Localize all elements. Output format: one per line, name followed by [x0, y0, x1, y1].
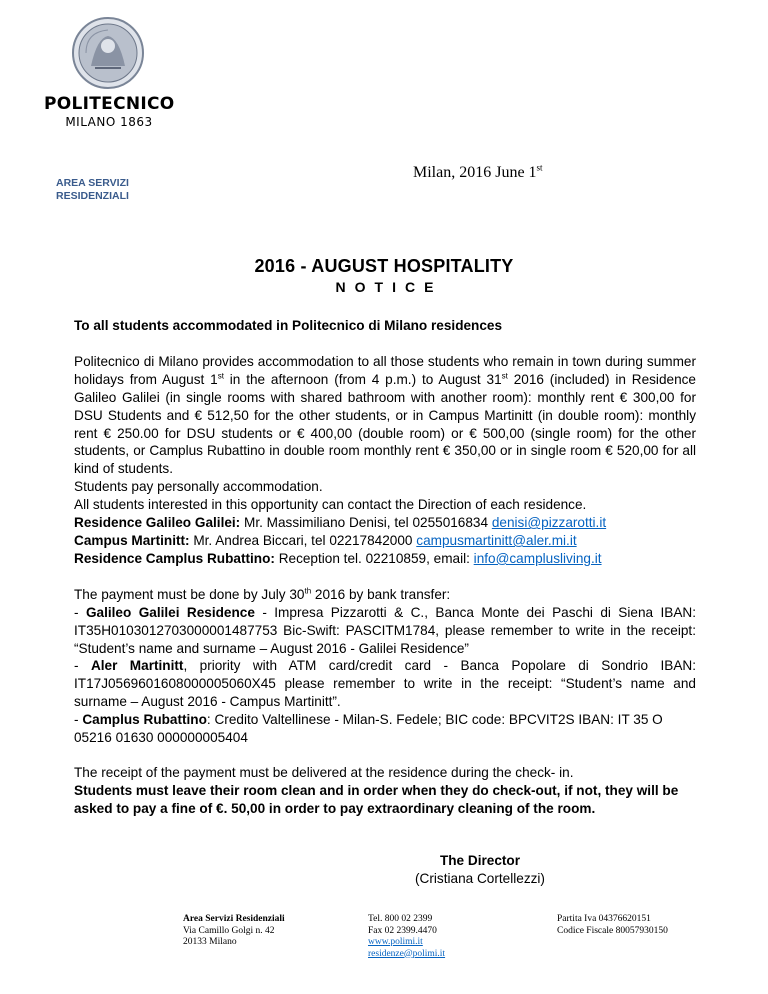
payment-galilei	[74, 604, 696, 658]
contact-martinitt	[74, 532, 696, 550]
receipt-line: The receipt of the payment must be delivered at the residence during the check- in.	[74, 764, 574, 780]
university-seal-icon	[71, 16, 145, 90]
notice-heading: NOTICE	[335, 279, 443, 295]
payment-text: - Impresa Pizzarotti & C., Banca Monte dei Paschi di Siena IBAN: IT35H0103012703000001487753 Bic-Swift: PASCITM1784, please remember to write in the receipt: “Student’s name and surname – August 2016 - Galilei Residence”	[74, 604, 696, 656]
signature-role: The Director	[439, 853, 521, 868]
politecnico-logo	[44, 16, 174, 129]
footer-street: Via Camillo Golgi n. 42	[183, 925, 275, 936]
contact-label: Residence Galileo Galilei:	[74, 515, 241, 531]
pay-personally-line: Students pay personally accommodation.	[74, 479, 323, 495]
list-dash: -	[74, 712, 83, 728]
contact-text: Mr. Andrea Biccari, tel 02217842000	[189, 532, 417, 548]
payment-intro-text: The payment must be done by July 30	[74, 586, 305, 602]
signature-name: (Cristiana Cortellezzi)	[415, 871, 545, 886]
document-title: 2016 - AUGUST HOSPITALITY	[254, 256, 514, 276]
contact-label: Campus Martinitt:	[74, 532, 190, 548]
contact-direction-line: All students interested in this opportunity can contact the Direction of each residence.	[74, 497, 587, 513]
payment-intro-text-2: 2016 by bank transfer:	[311, 586, 451, 602]
list-dash: -	[74, 658, 91, 674]
intro-sup-2: st	[501, 371, 508, 381]
payment-rubattino	[74, 711, 696, 747]
department-line-2: RESIDENZIALI	[56, 190, 129, 202]
date-suffix: st	[536, 162, 543, 173]
brand-subtitle: MILANO 1863	[65, 115, 153, 129]
footer-office: Area Servizi Residenziali	[183, 914, 285, 924]
email-link[interactable]: info@camplusliving.it	[473, 550, 602, 566]
payment-label: Camplus Rubattino	[82, 712, 207, 728]
intro-text-3: 2016 (included) in Residence Galileo Galilei (in single rooms with shared bathroom with another room): monthly rent € 300,00 for DSU Students and € 512,50 for the other students, or in Campus Martinitt (in double room): monthly rent € 250.00 for DSU students or € 400,00 (double room) or € 500,00 (single room) for the other students, or Camplus Rubattino in double room monthly rent € 350,00 or in single room € 520,00 for all kind of students.	[74, 371, 696, 477]
payment-label: Galileo Galilei Residence	[85, 604, 255, 620]
contact-rubattino	[74, 550, 696, 568]
email-link[interactable]: denisi@pizzarotti.it	[491, 515, 607, 531]
footer-contacts	[368, 914, 445, 960]
addressee: To all students accommodated in Politecnico di Milano residences	[74, 318, 503, 333]
payment-intro	[74, 586, 696, 604]
contact-label: Residence Camplus Rubattino:	[74, 550, 275, 566]
document-date	[413, 164, 543, 182]
department-label	[56, 177, 129, 203]
document-body	[74, 317, 696, 818]
contact-text: Mr. Massimiliano Denisi, tel 0255016834	[240, 515, 492, 531]
intro-text-1: Politecnico di Milano provides accommodation to all those students who remain in town during summer holidays from August 1	[74, 353, 696, 387]
department-line-1: AREA SERVIZI	[56, 177, 129, 189]
footer-fiscal-code: Codice Fiscale 80057930150	[557, 925, 668, 936]
signature-block	[380, 852, 580, 888]
footer-tax	[557, 914, 668, 937]
cleaning-warning: Students must leave their room clean and in order when they do check-out, if not, they will be asked to pay a fine of €. 50,00 in order to pay extraordinary cleaning of the room.	[74, 782, 679, 816]
payment-martinitt	[74, 657, 696, 711]
email-link[interactable]: campusmartinitt@aler.mi.it	[416, 532, 577, 548]
website-link[interactable]: www.polimi.it	[368, 937, 423, 947]
contact-text: Reception tel. 02210859, email:	[274, 550, 474, 566]
footer-email-link[interactable]: residenze@polimi.it	[368, 948, 446, 959]
payment-text: , priority with ATM card/credit card - Banca Popolare di Sondrio IBAN: IT17J0569601608000005060X45 please remember to write in the receipt: “Student’s name and surname – August 2016 - Campus Martinitt”.	[74, 658, 696, 710]
brand-name: POLITECNICO	[44, 94, 175, 114]
footer-phone: Tel. 800 02 2399	[368, 914, 433, 924]
contact-galilei	[74, 514, 696, 532]
footer-address	[183, 914, 285, 949]
footer-vat: Partita Iva 04376620151	[557, 914, 651, 924]
payment-intro-sup: th	[304, 586, 312, 596]
payment-label: Aler Martinitt	[90, 658, 184, 674]
intro-text-2: in the afternoon (from 4 p.m.) to August 31	[223, 371, 502, 387]
list-dash: -	[74, 604, 86, 620]
footer-fax: Fax 02 2399.4470	[368, 925, 437, 936]
date-text: Milan, 2016 June 1	[413, 164, 537, 181]
intro-paragraph	[74, 353, 696, 478]
footer-city: 20133 Milano	[183, 937, 237, 947]
intro-sup-1: st	[217, 371, 224, 381]
payment-text: : Credito Valtellinese - Milan-S. Fedele; BIC code: BPCVIT2S IBAN: IT 35 O 05216 01630 000000005404	[74, 712, 663, 746]
